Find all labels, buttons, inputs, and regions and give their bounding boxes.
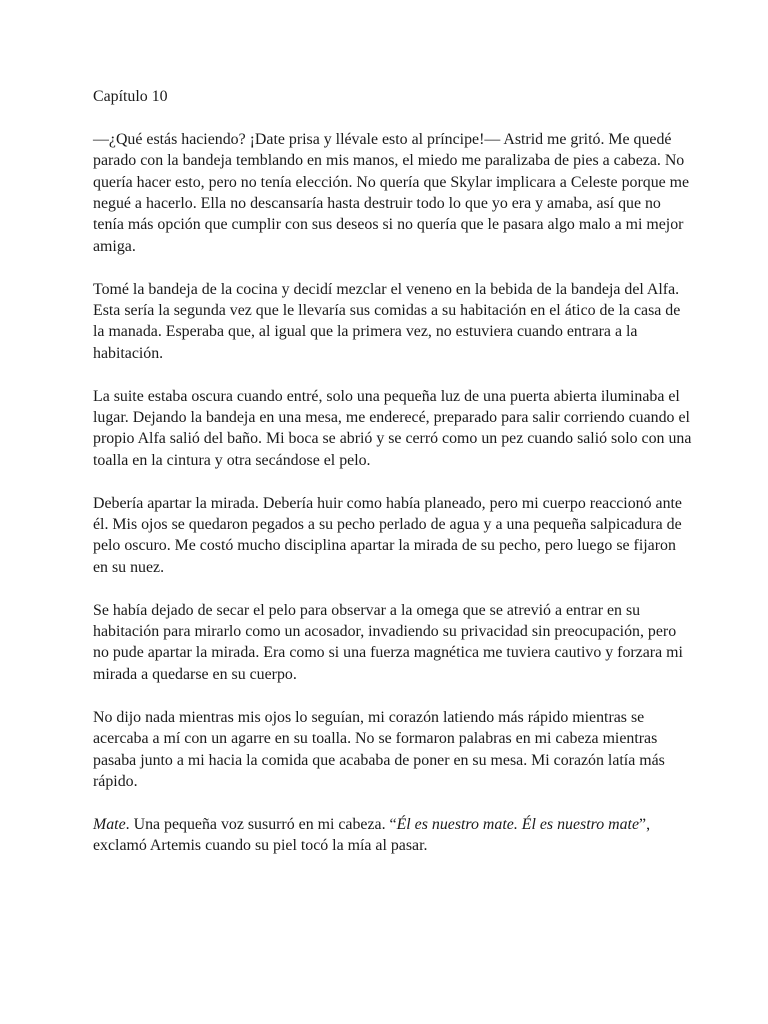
paragraph-7-text-a: . Una pequeña voz susurró en mi cabeza. “ [125,815,397,833]
paragraph-6: No dijo nada mientras mis ojos lo seguían, mi corazón latiendo más rápido mientras se acercaba a mí con un agarre en su toalla. No se formaron palabras en mi cabeza mientras pasaba junto a mi hacia la comida que acababa de poner en su mesa. Mi corazón latía más rápido. [93,708,665,790]
paragraph-2: Tomé la bandeja de la cocina y decidí mezclar el veneno en la bebida de la bandeja del Alfa. Esta sería la segunda vez que le llevaría sus comidas a su habitación en el ático de la casa de la manada. Esperaba que, al igual que la primera vez, no estuviera cuando entrara a la habitación. [93,280,681,362]
paragraph-1: —¿Qué estás haciendo? ¡Date prisa y llévale esto al príncipe!— Astrid me gritó. Me quedé parado con la bandeja temblando en mis manos, el miedo me paralizaba de pies a cabeza. No quería hacer esto, pero no tenía elección. No quería que Skylar implicara a Celeste porque me negué a hacerlo. Ella no descansaría hasta destruir todo lo que yo era y amaba, así que no tenía más opción que cumplir con sus deseos si no quería que le pasara algo malo a mi mejor amiga. [93,130,690,255]
italic-quote: Él es nuestro mate. Él es nuestro mate [396,815,640,833]
document-page [93,86,693,878]
paragraph-3: La suite estaba oscura cuando entré, solo una pequeña luz de una puerta abierta iluminaba el lugar. Dejando la bandeja en una mesa, me enderecé, preparado para salir corriendo cuando el propio Alfa salió del baño. Mi boca se abrió y se cerró como un pez cuando salió solo con una toalla en la cintura y otra secándose el pelo. [93,387,692,469]
italic-mate: Mate [93,815,126,833]
paragraph-7 [93,814,693,857]
chapter-title: Capítulo 10 [93,88,168,105]
paragraph-7-text-b: ”, exclamó Artemis cuando su piel tocó la mía al pasar. [93,815,651,855]
paragraph-5: Se había dejado de secar el pelo para observar a la omega que se atrevió a entrar en su habitación para mirarlo como un acosador, invadiendo su privacidad sin preocupación, pero no pude apartar la mirada. Era como si una fuerza magnética me tuviera cautivo y forzara mi mirada a quedarse en su cuerpo. [93,601,683,683]
paragraph-4: Debería apartar la mirada. Debería huir como había planeado, pero mi cuerpo reaccionó ante él. Mis ojos se quedaron pegados a su pecho perlado de agua y a una pequeña salpicadura de pelo oscuro. Me costó mucho disciplina apartar la mirada de su pecho, pero luego se fijaron en su nuez. [93,494,682,576]
